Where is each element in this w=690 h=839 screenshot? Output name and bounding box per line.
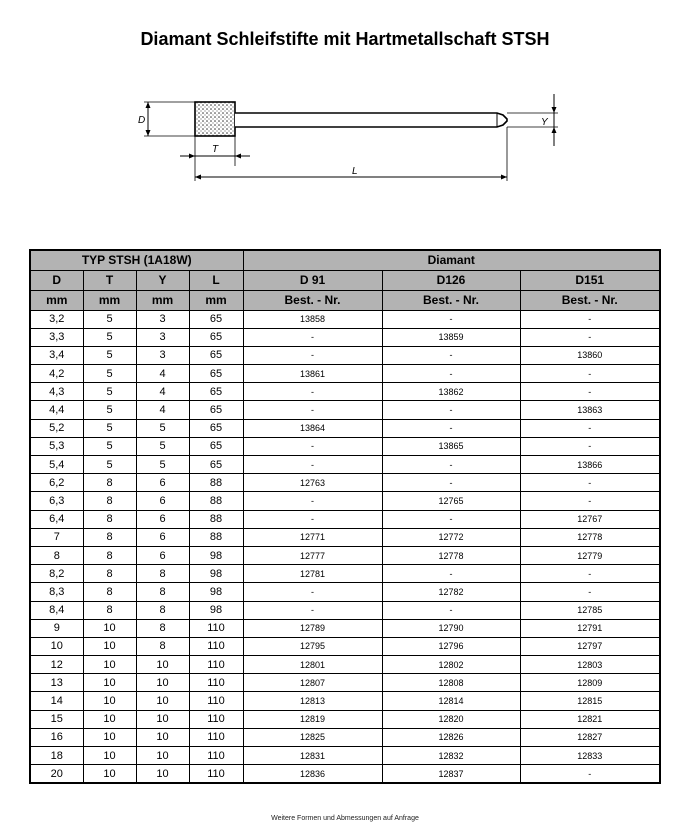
dimension-cell: 3,4 <box>30 346 83 364</box>
column-header-row <box>30 270 660 290</box>
order-number-cell: - <box>382 565 520 583</box>
dimension-cell: 3 <box>136 346 189 364</box>
dimension-cell: 10 <box>83 656 136 674</box>
dimension-cell: 65 <box>189 401 243 419</box>
dimension-cell: 98 <box>189 565 243 583</box>
unit-header: Best. - Nr. <box>520 290 660 310</box>
dim-label-y: Y <box>541 117 548 128</box>
order-number-cell: - <box>382 419 520 437</box>
order-number-cell: 12779 <box>520 546 660 564</box>
table-row <box>30 365 660 383</box>
order-number-cell: - <box>520 419 660 437</box>
dimension-cell: 8 <box>30 546 83 564</box>
order-number-cell: - <box>243 401 382 419</box>
dimension-cell: 8 <box>136 601 189 619</box>
order-number-cell: 12797 <box>520 637 660 655</box>
order-number-cell: - <box>520 474 660 492</box>
order-number-cell: 13858 <box>243 310 382 328</box>
dimension-cell: 88 <box>189 492 243 510</box>
dimension-cell: 8,2 <box>30 565 83 583</box>
order-number-cell: 12809 <box>520 674 660 692</box>
table-row <box>30 747 660 765</box>
order-number-cell: - <box>520 765 660 783</box>
order-number-cell: - <box>243 383 382 401</box>
table-row <box>30 383 660 401</box>
dimension-cell: 10 <box>136 710 189 728</box>
dimension-cell: 5 <box>83 328 136 346</box>
dimension-cell: 9 <box>30 619 83 637</box>
column-header: L <box>189 270 243 290</box>
dimension-cell: 15 <box>30 710 83 728</box>
dimension-cell: 4,3 <box>30 383 83 401</box>
order-number-cell: 12815 <box>520 692 660 710</box>
dimension-cell: 3 <box>136 328 189 346</box>
table-row <box>30 692 660 710</box>
diamond-head <box>195 102 235 136</box>
order-number-cell: 12785 <box>520 601 660 619</box>
dimension-cell: 88 <box>189 528 243 546</box>
dimension-cell: 5 <box>83 346 136 364</box>
order-number-cell: - <box>520 365 660 383</box>
order-number-cell: - <box>520 583 660 601</box>
dimension-cell: 10 <box>83 747 136 765</box>
order-number-cell: 13866 <box>520 456 660 474</box>
type-group-header: TYP STSH (1A18W) <box>30 250 243 270</box>
order-number-cell: 13865 <box>382 437 520 455</box>
dimension-cell: 10 <box>30 637 83 655</box>
order-number-cell: 12807 <box>243 674 382 692</box>
order-number-cell: 12819 <box>243 710 382 728</box>
unit-header: mm <box>189 290 243 310</box>
order-number-cell: 12772 <box>382 528 520 546</box>
table-row <box>30 637 660 655</box>
dimension-cell: 6 <box>136 510 189 528</box>
table-row <box>30 710 660 728</box>
dimension-cell: 5 <box>136 419 189 437</box>
order-number-cell: 12777 <box>243 546 382 564</box>
order-number-cell: 12821 <box>520 710 660 728</box>
order-number-cell: 12796 <box>382 637 520 655</box>
order-number-cell: 12814 <box>382 692 520 710</box>
order-number-cell: 12801 <box>243 656 382 674</box>
dimension-cell: 8 <box>136 565 189 583</box>
dimension-cell: 16 <box>30 728 83 746</box>
dim-label-d: D <box>138 115 146 126</box>
dimension-cell: 65 <box>189 328 243 346</box>
dimension-cell: 14 <box>30 692 83 710</box>
table-row <box>30 728 660 746</box>
column-header: Y <box>136 270 189 290</box>
dimension-cell: 110 <box>189 692 243 710</box>
dimension-cell: 10 <box>136 674 189 692</box>
dimension-cell: 65 <box>189 456 243 474</box>
order-number-cell: - <box>243 510 382 528</box>
dimension-cell: 110 <box>189 656 243 674</box>
table-row <box>30 656 660 674</box>
order-number-cell: 12781 <box>243 565 382 583</box>
dimension-cell: 110 <box>189 637 243 655</box>
order-number-cell: - <box>243 437 382 455</box>
dimension-cell: 8 <box>136 619 189 637</box>
table-row <box>30 546 660 564</box>
order-number-cell: - <box>382 401 520 419</box>
order-number-cell: 13863 <box>520 401 660 419</box>
dimension-cell: 7 <box>30 528 83 546</box>
dimension-cell: 6 <box>136 474 189 492</box>
order-number-cell: 12789 <box>243 619 382 637</box>
dimension-cell: 10 <box>136 765 189 783</box>
dimension-cell: 5 <box>83 310 136 328</box>
dimension-cell: 88 <box>189 510 243 528</box>
order-number-cell: - <box>382 510 520 528</box>
dimension-cell: 8 <box>83 528 136 546</box>
table-row <box>30 765 660 783</box>
dim-label-t: T <box>212 144 219 155</box>
dimension-cell: 10 <box>83 674 136 692</box>
order-number-cell: 12782 <box>382 583 520 601</box>
dimension-cell: 4 <box>136 365 189 383</box>
table-row <box>30 456 660 474</box>
order-number-cell: 13861 <box>243 365 382 383</box>
dimension-cell: 10 <box>136 656 189 674</box>
dimension-cell: 5 <box>83 401 136 419</box>
order-number-cell: 12832 <box>382 747 520 765</box>
dimension-cell: 110 <box>189 747 243 765</box>
dimension-cell: 110 <box>189 710 243 728</box>
dimension-cell: 10 <box>83 637 136 655</box>
order-number-cell: 12791 <box>520 619 660 637</box>
order-number-cell: - <box>243 456 382 474</box>
order-number-cell: 12813 <box>243 692 382 710</box>
order-number-cell: 12795 <box>243 637 382 655</box>
dimension-cell: 110 <box>189 674 243 692</box>
order-number-cell: 12778 <box>520 528 660 546</box>
dimension-cell: 8 <box>136 583 189 601</box>
dimension-cell: 5 <box>83 383 136 401</box>
order-number-cell: - <box>243 601 382 619</box>
order-number-cell: - <box>520 492 660 510</box>
tool-drawing <box>130 84 570 194</box>
dimension-cell: 65 <box>189 383 243 401</box>
table-row <box>30 528 660 546</box>
dimension-cell: 10 <box>83 710 136 728</box>
spec-table <box>29 249 661 784</box>
order-number-cell: - <box>520 310 660 328</box>
dimension-cell: 110 <box>189 765 243 783</box>
column-header: T <box>83 270 136 290</box>
dimension-cell: 10 <box>83 619 136 637</box>
dimension-cell: 4,2 <box>30 365 83 383</box>
dimension-cell: 4,4 <box>30 401 83 419</box>
dim-label-l: L <box>352 166 358 177</box>
page-title: Diamant Schleifstifte mit Hartmetallschaft STSH <box>140 29 550 49</box>
dimension-cell: 5 <box>136 437 189 455</box>
table-row <box>30 674 660 692</box>
dimension-cell: 98 <box>189 546 243 564</box>
dimension-cell: 65 <box>189 365 243 383</box>
order-number-cell: 12765 <box>382 492 520 510</box>
order-number-cell: - <box>382 346 520 364</box>
order-number-cell: - <box>382 310 520 328</box>
order-number-cell: - <box>520 328 660 346</box>
dimension-cell: 8 <box>83 583 136 601</box>
order-number-cell: 12827 <box>520 728 660 746</box>
column-header: D126 <box>382 270 520 290</box>
column-header: D 91 <box>243 270 382 290</box>
dimension-cell: 6 <box>136 528 189 546</box>
table-row <box>30 310 660 328</box>
order-number-cell: 13864 <box>243 419 382 437</box>
diamond-group-header: Diamant <box>243 250 660 270</box>
table-row <box>30 346 660 364</box>
dimension-cell: 13 <box>30 674 83 692</box>
order-number-cell: 13862 <box>382 383 520 401</box>
footer-note: Weitere Formen und Abmessungen auf Anfrage <box>271 815 419 822</box>
dimension-cell: 6,2 <box>30 474 83 492</box>
unit-header: Best. - Nr. <box>243 290 382 310</box>
order-number-cell: 12837 <box>382 765 520 783</box>
order-number-cell: - <box>243 346 382 364</box>
dimension-cell: 88 <box>189 474 243 492</box>
dimension-cell: 3 <box>136 310 189 328</box>
dimension-cell: 10 <box>83 765 136 783</box>
order-number-cell: - <box>520 437 660 455</box>
tool-shank <box>235 113 507 127</box>
order-number-cell: - <box>382 456 520 474</box>
order-number-cell: 12763 <box>243 474 382 492</box>
order-number-cell: 12771 <box>243 528 382 546</box>
unit-header: mm <box>136 290 189 310</box>
dimension-cell: 8 <box>83 601 136 619</box>
order-number-cell: 12826 <box>382 728 520 746</box>
dimension-cell: 5 <box>83 365 136 383</box>
dimension-cell: 10 <box>83 728 136 746</box>
dimension-cell: 10 <box>83 692 136 710</box>
order-number-cell: 13860 <box>520 346 660 364</box>
dimension-cell: 110 <box>189 619 243 637</box>
dimension-cell: 98 <box>189 601 243 619</box>
table-row <box>30 401 660 419</box>
order-number-cell: - <box>382 601 520 619</box>
dimension-cell: 10 <box>136 692 189 710</box>
dimension-cell: 4 <box>136 383 189 401</box>
order-number-cell: 12802 <box>382 656 520 674</box>
order-number-cell: - <box>382 365 520 383</box>
dimension-cell: 6 <box>136 546 189 564</box>
table-row <box>30 601 660 619</box>
table-row <box>30 510 660 528</box>
table-row <box>30 583 660 601</box>
order-number-cell: 12767 <box>520 510 660 528</box>
dimension-cell: 8 <box>136 637 189 655</box>
dimension-cell: 18 <box>30 747 83 765</box>
order-number-cell: 12808 <box>382 674 520 692</box>
dimension-cell: 5,3 <box>30 437 83 455</box>
table-row <box>30 328 660 346</box>
order-number-cell: - <box>243 328 382 346</box>
order-number-cell: - <box>520 383 660 401</box>
table-row <box>30 437 660 455</box>
order-number-cell: - <box>382 474 520 492</box>
unit-header-row <box>30 290 660 310</box>
unit-header: mm <box>83 290 136 310</box>
order-number-cell: - <box>243 492 382 510</box>
order-number-cell: 12836 <box>243 765 382 783</box>
dimension-cell: 10 <box>136 728 189 746</box>
order-number-cell: 12790 <box>382 619 520 637</box>
dimension-cell: 6,4 <box>30 510 83 528</box>
dimension-cell: 8,3 <box>30 583 83 601</box>
dimension-cell: 98 <box>189 583 243 601</box>
dimension-cell: 110 <box>189 728 243 746</box>
order-number-cell: 12831 <box>243 747 382 765</box>
dimension-cell: 65 <box>189 346 243 364</box>
order-number-cell: 12803 <box>520 656 660 674</box>
table-row <box>30 492 660 510</box>
table-row <box>30 565 660 583</box>
dimension-cell: 8 <box>83 546 136 564</box>
order-number-cell: 12833 <box>520 747 660 765</box>
dimension-cell: 3,3 <box>30 328 83 346</box>
dimension-cell: 5,2 <box>30 419 83 437</box>
dimension-cell: 8,4 <box>30 601 83 619</box>
dimension-cell: 3,2 <box>30 310 83 328</box>
table-row <box>30 619 660 637</box>
unit-header: Best. - Nr. <box>382 290 520 310</box>
dimension-cell: 8 <box>83 492 136 510</box>
order-number-cell: - <box>243 583 382 601</box>
column-header: D <box>30 270 83 290</box>
column-header: D151 <box>520 270 660 290</box>
dimension-cell: 65 <box>189 437 243 455</box>
dimension-cell: 6,3 <box>30 492 83 510</box>
dimension-cell: 8 <box>83 565 136 583</box>
table-row <box>30 474 660 492</box>
order-number-cell: 13859 <box>382 328 520 346</box>
table-row <box>30 419 660 437</box>
dimension-cell: 6 <box>136 492 189 510</box>
dimension-cell: 12 <box>30 656 83 674</box>
dimension-cell: 4 <box>136 401 189 419</box>
group-header-row <box>30 250 660 270</box>
dimension-cell: 8 <box>83 510 136 528</box>
table-body <box>30 310 660 783</box>
dimension-cell: 5 <box>136 456 189 474</box>
dimension-cell: 5,4 <box>30 456 83 474</box>
dimension-cell: 20 <box>30 765 83 783</box>
order-number-cell: 12820 <box>382 710 520 728</box>
dimension-cell: 10 <box>136 747 189 765</box>
dimension-cell: 65 <box>189 310 243 328</box>
dimension-cell: 65 <box>189 419 243 437</box>
order-number-cell: 12825 <box>243 728 382 746</box>
order-number-cell: 12778 <box>382 546 520 564</box>
dimension-cell: 5 <box>83 419 136 437</box>
dimension-cell: 5 <box>83 437 136 455</box>
dimension-cell: 8 <box>83 474 136 492</box>
order-number-cell: - <box>520 565 660 583</box>
unit-header: mm <box>30 290 83 310</box>
dimension-cell: 5 <box>83 456 136 474</box>
